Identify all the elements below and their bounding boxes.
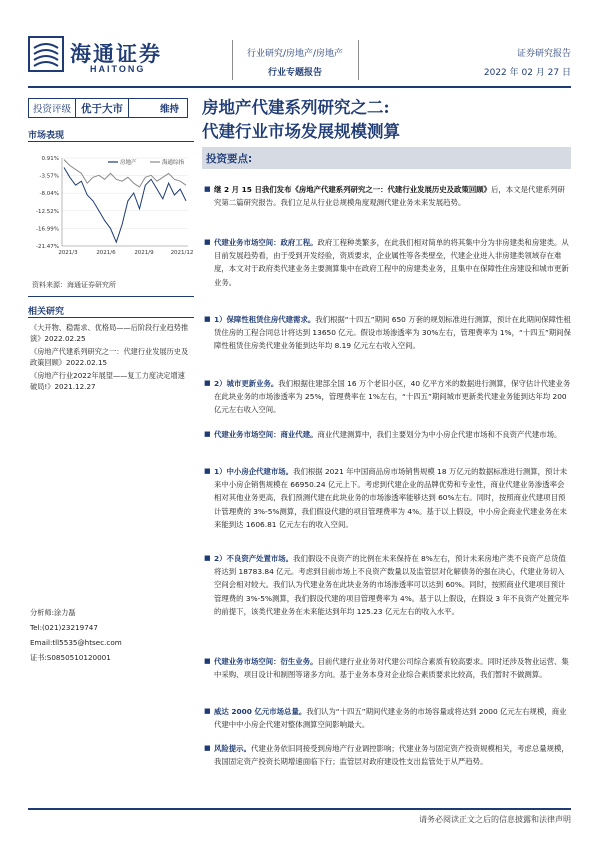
analyst-tel: Tel:(021)23219747 <box>30 623 98 632</box>
key-point: ■ 1）中小房企代建市场。我们根据 2021 年中国商品房市场销售规模 18 万亿元的数据标准进行测算，预计未来中小房企销售规模在 66950.24 亿元上下。考虑到代建企业的品牌优势和专业性，商业代建业务渗透率会相对其他业务更高，我们预测代建在此块业务的市场渗透率能够达到 60%左右。同时，按照商业代建项目预计管理费的 3%-5%测算，我们假设代建的项目管理费率为 4%。基于以上假设，中小房企商业代建业务在未来能到达 1606.81 亿元左右的收入空间。 <box>204 465 571 531</box>
x-tick-label: 2021/3 <box>58 250 78 256</box>
haitong-logo-icon <box>28 36 64 72</box>
x-tick-label: 2021/6 <box>96 250 116 256</box>
footer-rule <box>28 808 571 810</box>
key-point: ■ 威达 2000 亿元市场总量。我们认为“十四五”期间代建业务的市场容量或将达到 2000 亿元左右规模，商业代建中中小房企代建对整体测算空间影响最大。 <box>204 705 571 731</box>
y-tick-label: -3.57% <box>39 173 59 180</box>
legend-label: 海通综指 <box>162 160 185 166</box>
key-point: ■ 代建业务市场空间：商业代建。商业代建测算中，我们主要划分为中小房企代建市场和不良资产代建市场。 <box>204 428 571 441</box>
analyst-cert: 证书:S0850510120001 <box>30 653 111 662</box>
section-rule <box>28 296 194 297</box>
rating-value: 优于大市 <box>76 99 129 117</box>
y-tick-label: -8.04% <box>39 191 59 198</box>
chart-source: 资料来源：海通证券研究所 <box>32 281 116 289</box>
related-item[interactable]: 《大开物、稳需求、优格局——后阶段行业趋势推演》2022.02.25 <box>30 323 189 343</box>
logo-text-cn: 海通证券 <box>70 41 162 66</box>
y-tick-label: 0.91% <box>41 156 59 162</box>
key-point: ■ 2）城市更新业务。我们根据住建部全国 16 万个老旧小区，40 亿平方米的数据进行测算，保守估计代建业务在此块业务的市场渗透率为 25%，管理费率在 1%左右，“十四五”期间城市更新类代建业务能到达年均 200 亿元左右收入空间。 <box>204 377 571 417</box>
section-rule <box>28 317 194 318</box>
related-research-list <box>30 322 192 392</box>
key-point: ■ 代建业务市场空间：政府工程。政府工程种类繁多，在此我们相对简单的将其集中分为非房建类和房建类。从目前发展趋势看，由于受到开发经验，资质要求，企业属性等各类壁垒，代建企业进入非房建类领域存在难度，本文对于政府类代建业务主要测算集中在政府工程中的房建类业务，且集中在保障性住房建设和城市更新业务。 <box>204 236 571 289</box>
logo-text-en: HAITONG <box>90 64 146 74</box>
related-item[interactable]: 《房地产行业2022年展望——复工力度决定增速破局!》2021.12.27 <box>30 371 185 391</box>
report-title-line1: 房地产代建系列研究之二: <box>202 98 390 117</box>
key-point: ■ 继 2 月 15 日我们发布《房地产代建系列研究之一：代建行业发展历史及政策回顾》后，本文是代建系列研究第二篇研究报告。我们立足从行业总规模角度观测代建业务未来发展趋势。 <box>204 183 571 209</box>
report-date: 2022 年 02 月 27 日 <box>483 68 571 78</box>
footer-disclaimer: 请务必阅读正文之后的信息披露和法律声明 <box>419 815 571 824</box>
key-point: ■ 2）不良资产处置市场。我们假设不良资产的比例在未来保持在 8%左右，预计未来房地产类不良资产总货值将达到 18783.84 亿元。考虑到目前市场上不良资产数量以及监管层对化解债务的强在决心，代建业务切入空间会相对较大。我们认为代建业务在此块业务的市场渗透率可以达到 60%。同时，按照商业代建项目预计管理费的 3%-5%测算，我们假设代建的项目管理费率为 4%。基于以上假设，在假设 3 年不良资产处置完毕的前提下，该类代建业务在未来能达到年均 125.23 亿元左右的收入水平。 <box>204 552 571 618</box>
report-category: 行业研究/房地产/房地产 <box>246 49 344 59</box>
y-tick-label: -16.99% <box>36 226 59 233</box>
y-tick-label: -21.47% <box>36 244 59 250</box>
y-tick-label: -12.52% <box>36 208 59 215</box>
key-point: ■ 代建业务市场空间：衍生业务。目前代建行业业务对代建公司综合素质有较高要求。同时还涉及物业运营、集中采购、项目设计和制图等诸多方向。基于业务本身对企业综合素质要求比较高，我们暂时不做测算。 <box>204 655 571 681</box>
key-point: ■ 风险提示。代建业务依旧同接受到房地产行业调控影响；代建业务与固定资产投资规模相关，考虑总量规模，我国固定资产投资长期增速面临下行；监管层对政府建设性支出监管处于从严趋势。 <box>204 742 571 768</box>
market-heading: 市场表现 <box>28 131 65 141</box>
header-divider <box>358 40 359 80</box>
section-rule <box>28 141 194 142</box>
x-tick-label: 2021/9 <box>134 250 154 256</box>
rating-label: 投资评级 <box>29 99 76 117</box>
report-title-line2: 代建行业市场发展规模测算 <box>202 122 400 141</box>
market-performance-chart <box>28 150 194 260</box>
rating-action: 维持 <box>159 104 179 115</box>
related-item[interactable]: 《房地产代建系列研究之一：代建行业发展历史及政策回顾》2022.02.15 <box>30 347 189 367</box>
analyst-info <box>30 605 192 665</box>
x-tick-label: 2021/12 <box>170 250 194 256</box>
document-type: 证券研究报告 <box>516 49 571 59</box>
rating-box <box>28 98 188 118</box>
key-points-heading: 投资要点: <box>206 153 253 165</box>
analyst-email[interactable]: Email:tll5535@htsec.com <box>30 638 122 647</box>
key-points-bar <box>202 147 571 169</box>
report-type: 行业专题报告 <box>267 68 322 78</box>
header-rule <box>28 86 571 88</box>
key-point: ■ 1）保障性租赁住房代建需求。我们根据“十四五”期间 650 万套的规划标准进行测算，预计在此期间保障性租赁住房的工程合同总计将达到 13650 亿元。假设市场渗透率为 30%左右，管理费率为 1%，“十四五”期间保障性租赁住房类代建业务能到达年均 8.19 亿元左右收入空间。 <box>204 313 571 353</box>
analyst-name: 分析师:涂力磊 <box>30 608 76 617</box>
related-heading: 相关研究 <box>28 307 65 317</box>
legend-label: 房地产 <box>120 160 137 166</box>
